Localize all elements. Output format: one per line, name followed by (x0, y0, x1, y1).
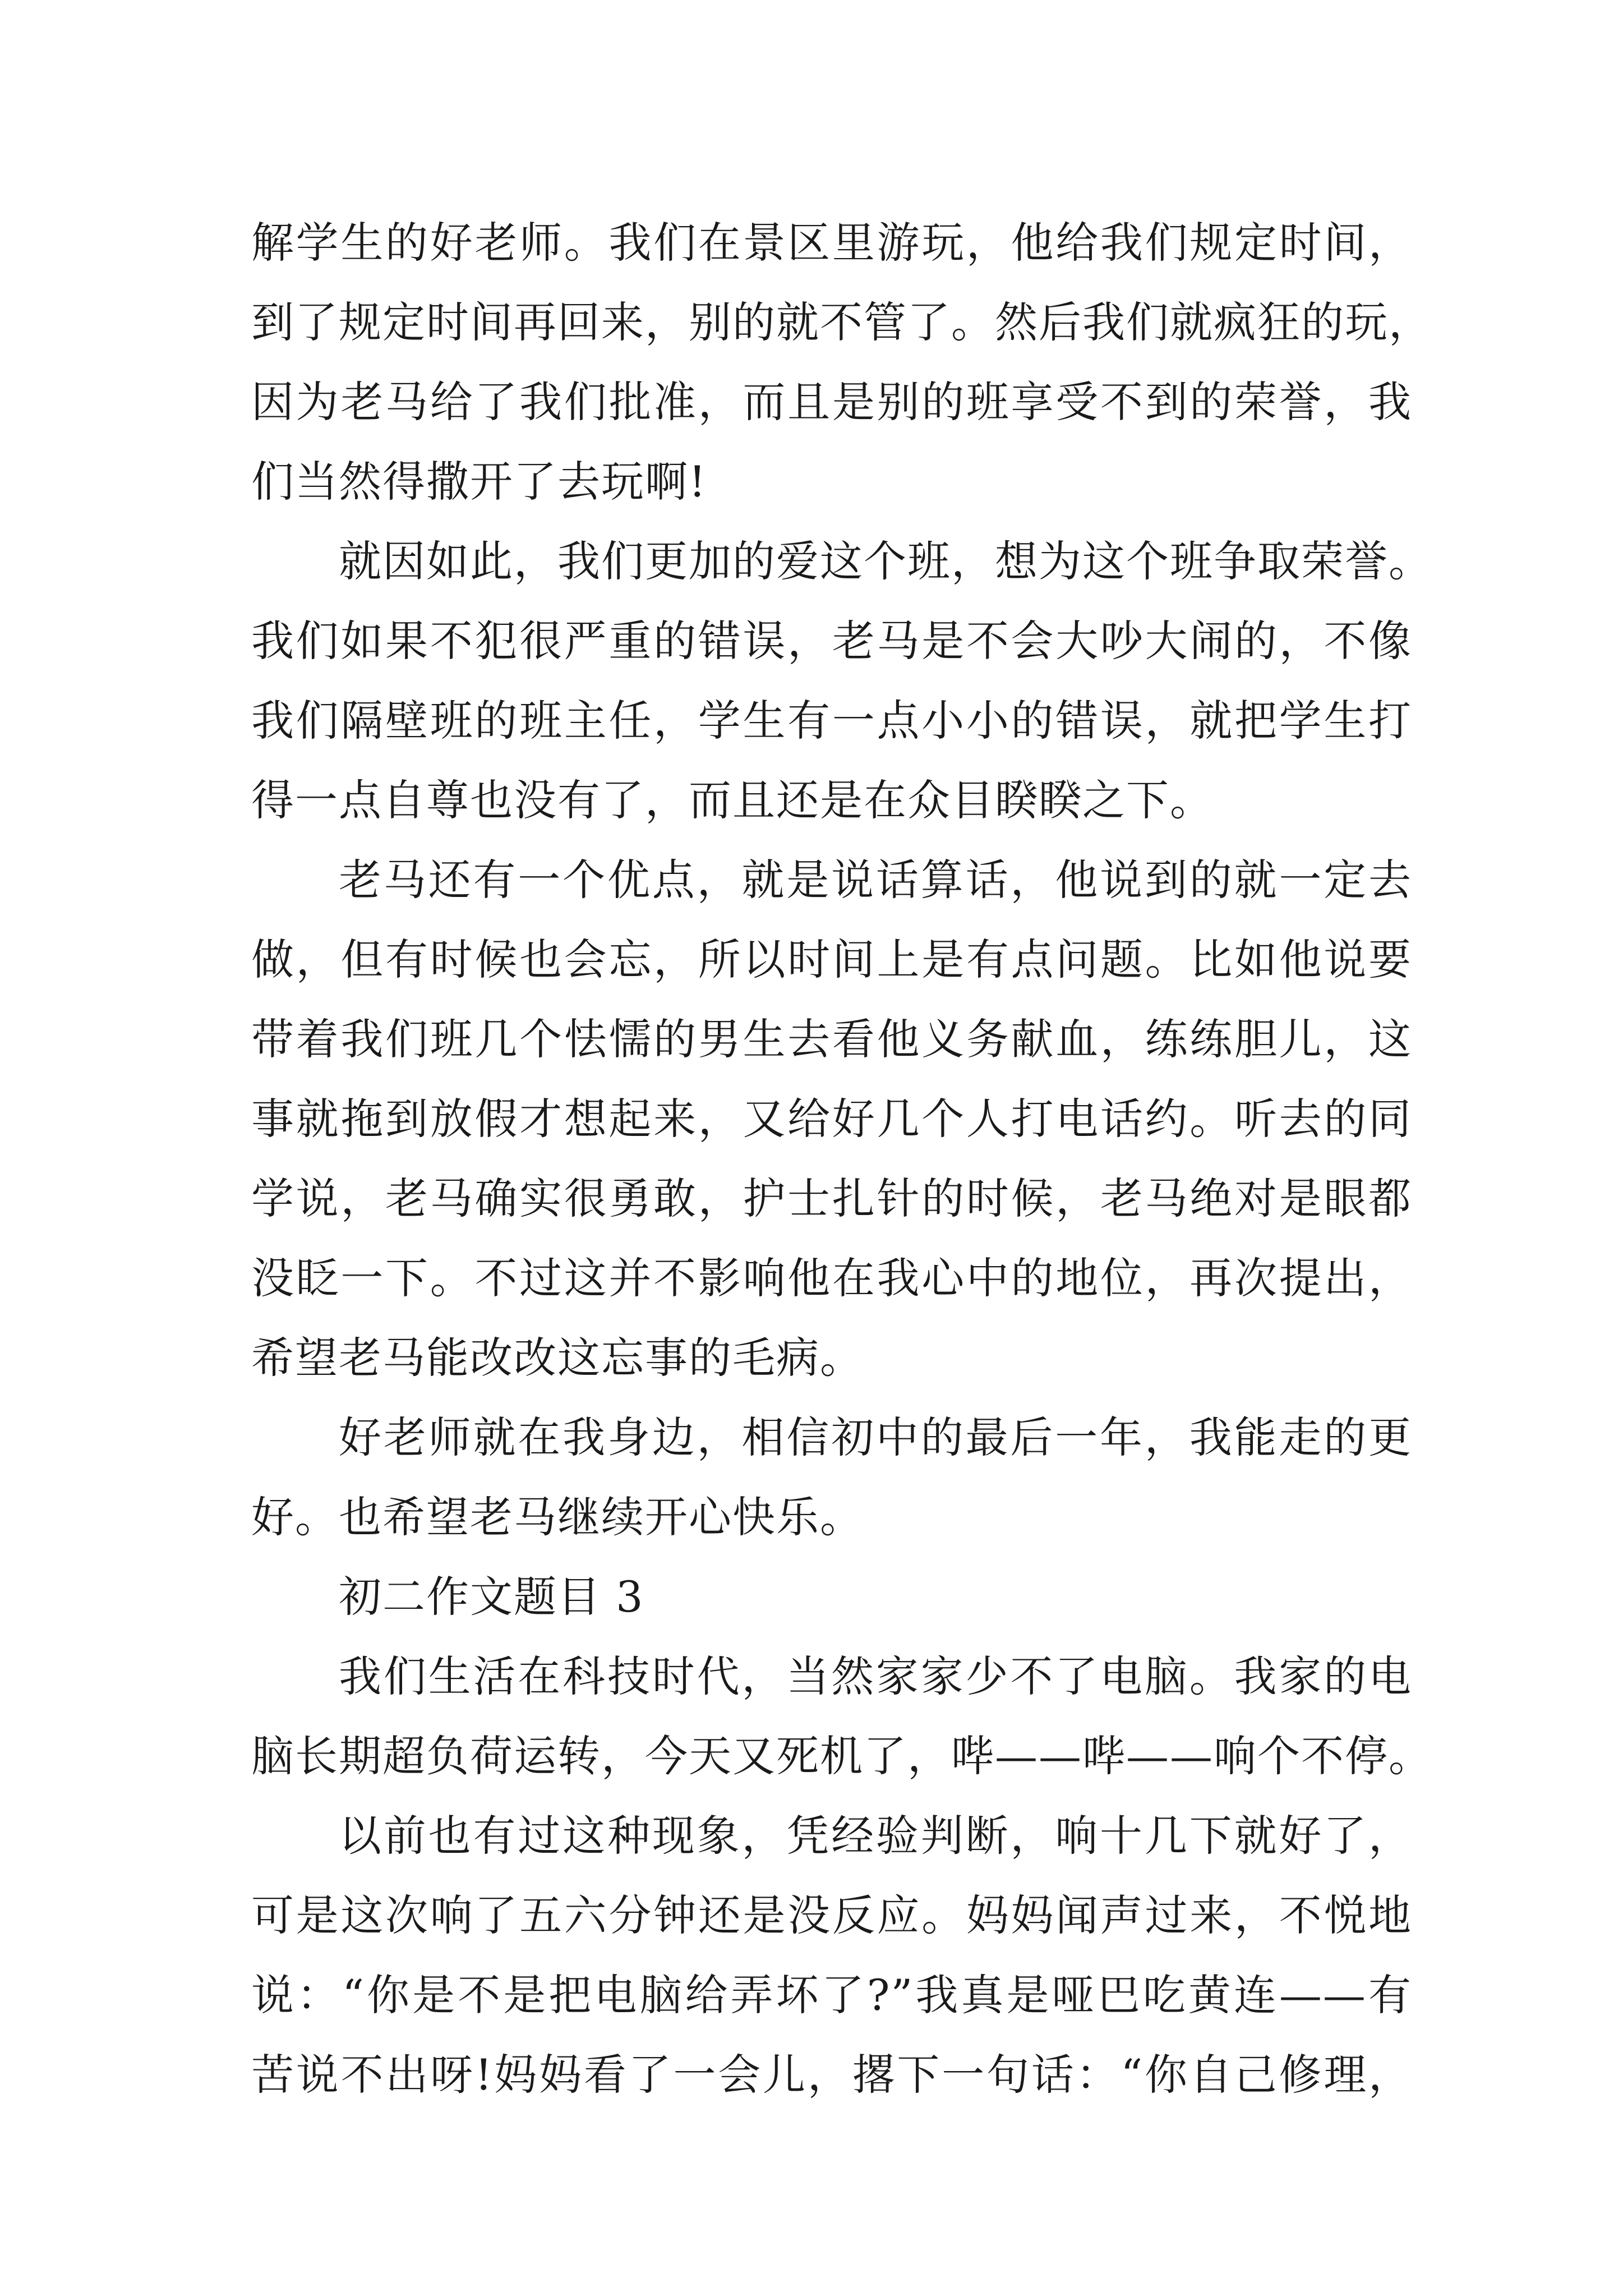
text-line: 我们如果不犯很严重的错误，老马是不会大吵大闹的，不像 (251, 616, 1412, 666)
text-line: 没眨一下。不过这并不影响他在我心中的地位，再次提出， (251, 1253, 1412, 1303)
text-line: 老马还有一个优点，就是说话算话，他说到的就一定去 (339, 855, 1412, 905)
section-heading: 初二作文题目 3 (339, 1572, 644, 1622)
text-line: 可是这次响了五六分钟还是没反应。妈妈闻声过来，不悦地 (251, 1890, 1412, 1940)
text-line: 们当然得撒开了去玩啊! (251, 457, 707, 507)
text-line: 好老师就在我身边，相信初中的最后一年，我能走的更 (339, 1412, 1412, 1462)
text-line: 到了规定时间再回来，别的就不管了。然后我们就疯狂的玩， (251, 297, 1432, 347)
text-line: 以前也有过这种现象，凭经验判断，响十几下就好了， (339, 1811, 1412, 1861)
text-line: 就因如此，我们更加的爱这个班，想为这个班争取荣誉。 (339, 536, 1432, 586)
text-line: 学说，老马确实很勇敢，护士扎针的时候，老马绝对是眼都 (251, 1174, 1412, 1223)
text-line: 希望老马能改改这忘事的毛病。 (251, 1333, 864, 1383)
text-line: 苦说不出呀!妈妈看了一会儿，撂下一句话：“你自己修理， (251, 2050, 1412, 2100)
text-line: 事就拖到放假才想起来，又给好几个人打电话约。听去的同 (251, 1094, 1412, 1144)
body-text (251, 203, 1432, 2115)
text-line: 好。也希望老马继续开心快乐。 (251, 1492, 864, 1542)
text-line: 我们生活在科技时代，当然家家少不了电脑。我家的电 (339, 1651, 1412, 1701)
text-line: 我们隔壁班的班主任，学生有一点小小的错误，就把学生打 (251, 696, 1412, 746)
text-line: 说：“你是不是把电脑给弄坏了?”我真是哑巴吃黄连——有 (251, 1970, 1412, 2020)
text-line: 因为老马给了我们批准，而且是别的班享受不到的荣誉，我 (251, 377, 1412, 427)
text-line: 做，但有时候也会忘，所以时间上是有点问题。比如他说要 (251, 935, 1412, 984)
text-line: 得一点自尊也没有了，而且还是在众目睽睽之下。 (251, 775, 1214, 825)
text-line: 解学生的好老师。我们在景区里游玩，他给我们规定时间， (251, 218, 1412, 268)
text-line: 带着我们班几个怯懦的男生去看他义务献血，练练胆儿，这 (251, 1014, 1412, 1064)
text-line: 脑长期超负荷运转，今天又死机了，哔——哔——响个不停。 (251, 1731, 1432, 1781)
